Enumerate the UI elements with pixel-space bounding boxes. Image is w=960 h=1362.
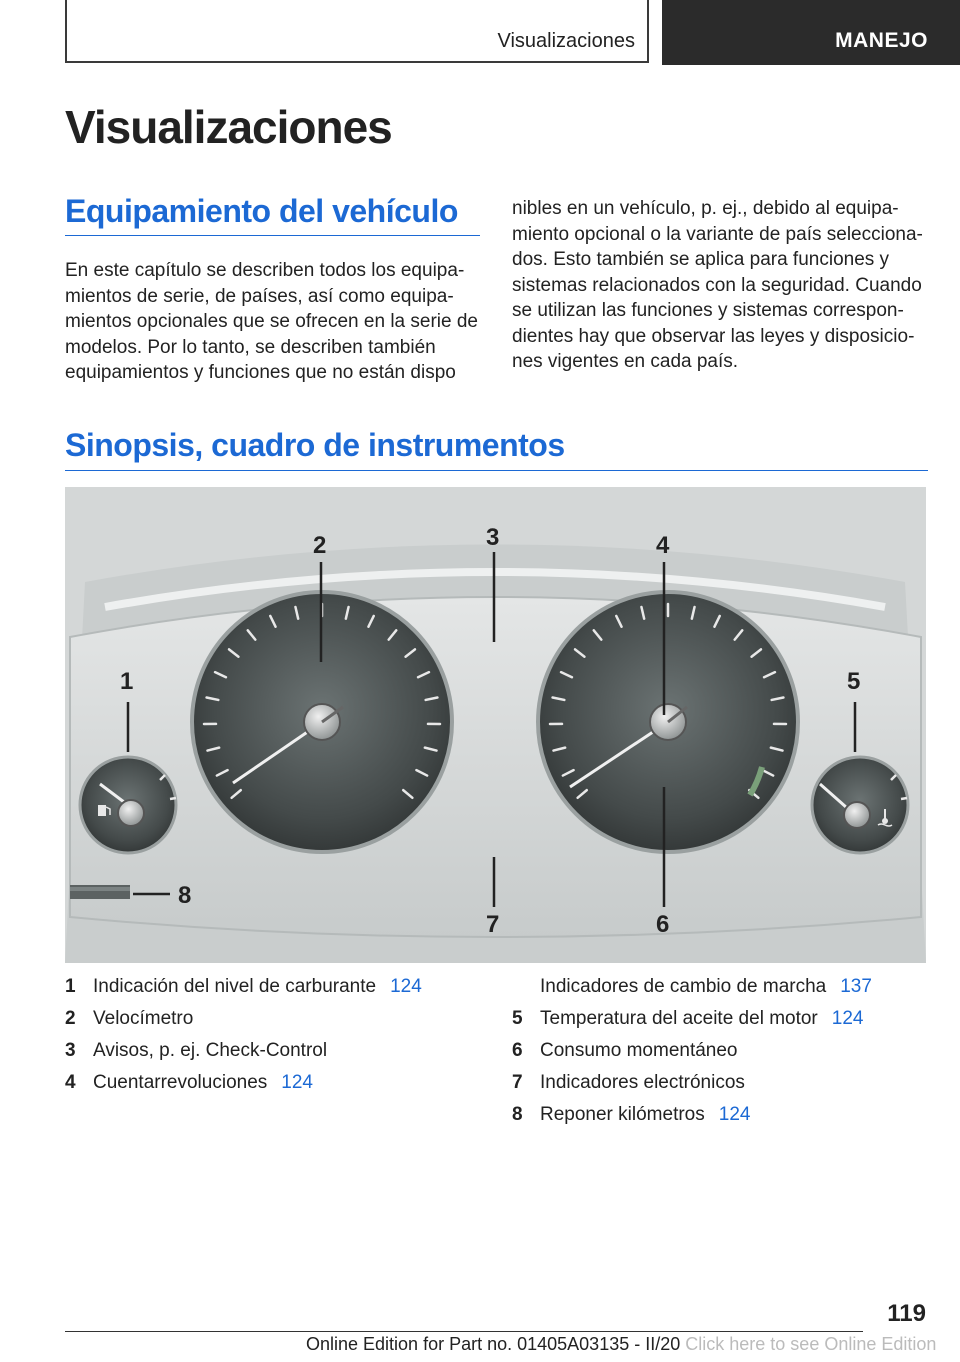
trip-reset-bar (70, 885, 130, 899)
callout-1: 1 (120, 668, 134, 695)
page-reference-link[interactable]: 137 (840, 976, 872, 997)
legend-item (65, 1040, 485, 1072)
paragraph-equipment-left: En este capítulo se describen todos los equipamientos de serie, de países, así como equipamientos opcionales que se ofrecen en la serie de modelos. Por lo tanto, se describen también equipamientos y funciones que no están dispo (65, 260, 478, 383)
section-heading-equipment: Equipamiento del vehículo (65, 193, 480, 236)
callout-5: 5 (847, 668, 861, 695)
callout-4: 4 (656, 532, 670, 559)
page-reference-link[interactable]: 124 (718, 1104, 751, 1125)
callout-7: 7 (486, 911, 500, 938)
fuel-gauge (80, 757, 176, 853)
legend-text: Indicadores de cambio de marcha (540, 976, 827, 997)
legend-item (512, 1008, 932, 1040)
legend-number: 3 (65, 1040, 76, 1061)
legend-text: Indicadores electrónicos (540, 1072, 745, 1093)
legend-item (65, 1008, 485, 1040)
callout-8: 8 (178, 882, 192, 909)
legend-text: Velocímetro (93, 1008, 194, 1029)
section-heading-instrument-cluster: Sinopsis, cuadro de instrumentos (65, 427, 928, 471)
legend-text: Indicación del nivel de carburante (93, 976, 377, 997)
footer-watermark[interactable]: Click here to see Online Edition (685, 1334, 937, 1354)
legend-number: 6 (512, 1040, 523, 1061)
legend-item (512, 976, 932, 1008)
legend-number: 7 (512, 1072, 523, 1093)
legend-text: Avisos, p. ej. Check-Control (93, 1040, 328, 1061)
legend-text: Reponer kilómetros (540, 1104, 705, 1125)
header-section-box (65, 0, 649, 63)
legend-number: 8 (512, 1104, 523, 1125)
legend-item (65, 1072, 485, 1104)
legend-item (512, 1040, 932, 1072)
legend-right (512, 976, 932, 1136)
legend-item (512, 1072, 932, 1104)
legend-number: 2 (65, 1008, 76, 1029)
cluster-panel (70, 597, 921, 937)
legend-item (512, 1104, 932, 1136)
page-title: Visualizaciones (65, 101, 392, 153)
instrument-cluster-figure (65, 487, 926, 963)
footer-edition-text: Online Edition for Part no. 01405A03135 - II/20 (306, 1334, 681, 1354)
header-chapter-title: MANEJO (835, 29, 928, 52)
page-number: 119 (887, 1300, 926, 1327)
callout-3: 3 (486, 524, 500, 551)
header-section-title: Visualizaciones (497, 30, 635, 52)
header-chapter-box (662, 0, 960, 65)
page-reference-link[interactable]: 124 (281, 1072, 313, 1093)
legend-left (65, 976, 485, 1104)
footer-divider (65, 1331, 863, 1332)
paragraph-equipment-right: nibles en un vehículo, p. ej., debido al equipamiento opcional o la variante de país seleccionados. Esto también se aplica para funciones y sistemas relacionados con la seguridad. Cuando se utilizan las funciones y sistemas correspondientes hay que observar las leyes y disposiciones vigentes en cada país. (512, 198, 923, 372)
page-reference-link[interactable]: 124 (831, 1008, 864, 1029)
oil-temperature-gauge (812, 757, 908, 853)
legend-text: Consumo momentáneo (540, 1040, 738, 1061)
legend-number: 5 (512, 1008, 523, 1029)
tachometer-dial (538, 592, 798, 852)
footer-edition (306, 1334, 936, 1355)
legend-item (65, 976, 485, 1008)
legend-text: Cuentarrevoluciones (93, 1072, 268, 1093)
callout-6: 6 (656, 911, 670, 938)
legend-text: Temperatura del aceite del motor (540, 1008, 818, 1029)
page-reference-link[interactable]: 124 (390, 976, 422, 997)
callout-2: 2 (313, 532, 327, 559)
legend-number: 1 (65, 976, 76, 997)
legend-number: 4 (65, 1072, 76, 1093)
